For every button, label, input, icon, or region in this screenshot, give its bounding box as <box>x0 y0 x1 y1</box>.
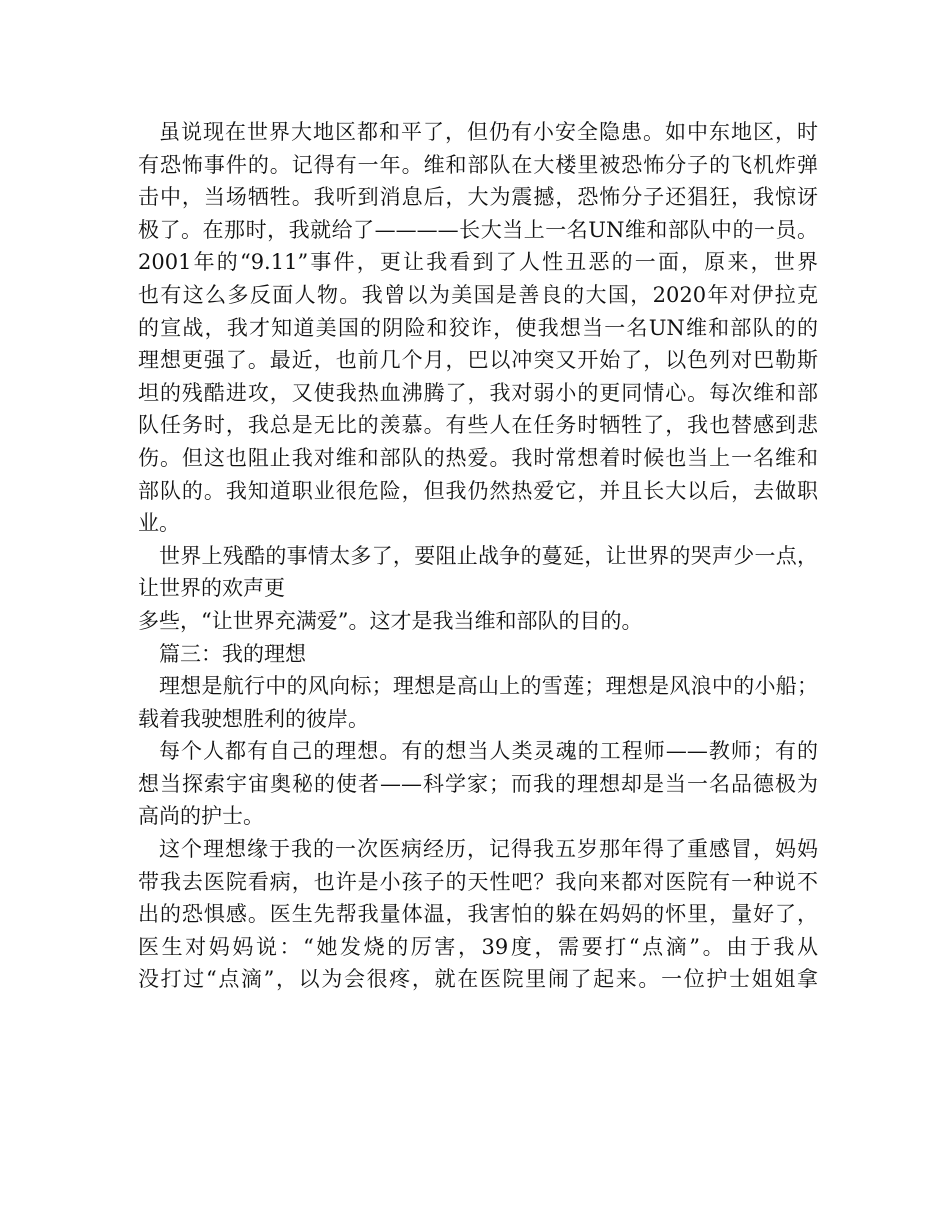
text-line: 每个人都有自己的理想。有的想当人类灵魂的工程师——教师；有的 <box>159 739 818 764</box>
text-line: 理想是航行中的风向标；理想是高山上的雪莲；理想是风浪中的小船； <box>159 674 818 699</box>
text-line: 虽说现在世界大地区都和平了，但仍有小安全隐患。如中东地区，时 <box>159 120 818 144</box>
text-line: 伤。但这也阻止我对维和部队的热爱。我时常想着时候也当上一名维和 <box>138 445 818 470</box>
text-line: 没打过“点滴”，以为会很疼，就在医院里闹了起来。一位护士姐姐拿 <box>138 967 818 992</box>
text-line: 这个理想缘于我的一次医病经历，记得我五岁那年得了重感冒，妈妈 <box>159 837 818 862</box>
text-line: 队任务时，我总是无比的羡慕。有些人在任务时牺牲了，我也替感到悲 <box>138 413 818 438</box>
text-line: 篇三：我的理想 <box>159 641 306 666</box>
text-line: 击中，当场牺牲。我听到消息后，大为震撼，恐怖分子还猖狂，我惊讶 <box>138 185 818 210</box>
text-line: 坦的残酷进攻，又使我热血沸腾了，我对弱小的更同情心。每次维和部 <box>138 380 818 405</box>
text-line: 带我去医院看病，也许是小孩子的天性吧？我向来都对医院有一种说不 <box>138 869 818 894</box>
text-line: 的宣战，我才知道美国的阴险和狡诈，使我想当一名UN维和部队的的 <box>138 315 818 340</box>
text-line: 出的恐惧感。医生先帮我量体温，我害怕的躲在妈妈的怀里，量好了， <box>138 902 818 927</box>
text-line: 也有这么多反面人物。我曾以为美国是善良的大国，2020年对伊拉克 <box>138 282 818 307</box>
text-line: 有恐怖事件的。记得有一年。维和部队在大楼里被恐怖分子的飞机炸弹 <box>138 152 818 177</box>
text-line: 2001年的“9.11”事件，更让我看到了人性丑恶的一面，原来，世界 <box>138 250 818 275</box>
text-line: 高尚的护士。 <box>138 804 264 829</box>
text-line: 极了。在那时，我就给了————长大当上一名UN维和部队中的一员。 <box>138 217 818 242</box>
text-line: 世界上残酷的事情太多了，要阻止战争的蔓延，让世界的哭声少一点， <box>159 543 818 568</box>
text-line: 部队的。我知道职业很危险，但我仍然热爱它，并且长大以后，去做职 <box>138 478 818 503</box>
text-line: 让世界的欢声更 <box>138 576 285 601</box>
document-page <box>138 116 818 996</box>
text-line: 医生对妈妈说：“她发烧的厉害，39度，需要打“点滴”。由于我从 <box>138 934 818 959</box>
text-line: 载着我驶想胜利的彼岸。 <box>138 706 369 731</box>
text-line: 理想更强了。最近，也前几个月，巴以冲突又开始了，以色列对巴勒斯 <box>138 348 818 373</box>
text-line: 想当探索宇宙奥秘的使者——科学家；而我的理想却是当一名品德极为 <box>138 771 818 796</box>
text-line: 业。 <box>138 511 180 536</box>
text-line: 多些，“让世界充满爱”。这才是我当维和部队的目的。 <box>138 608 643 633</box>
